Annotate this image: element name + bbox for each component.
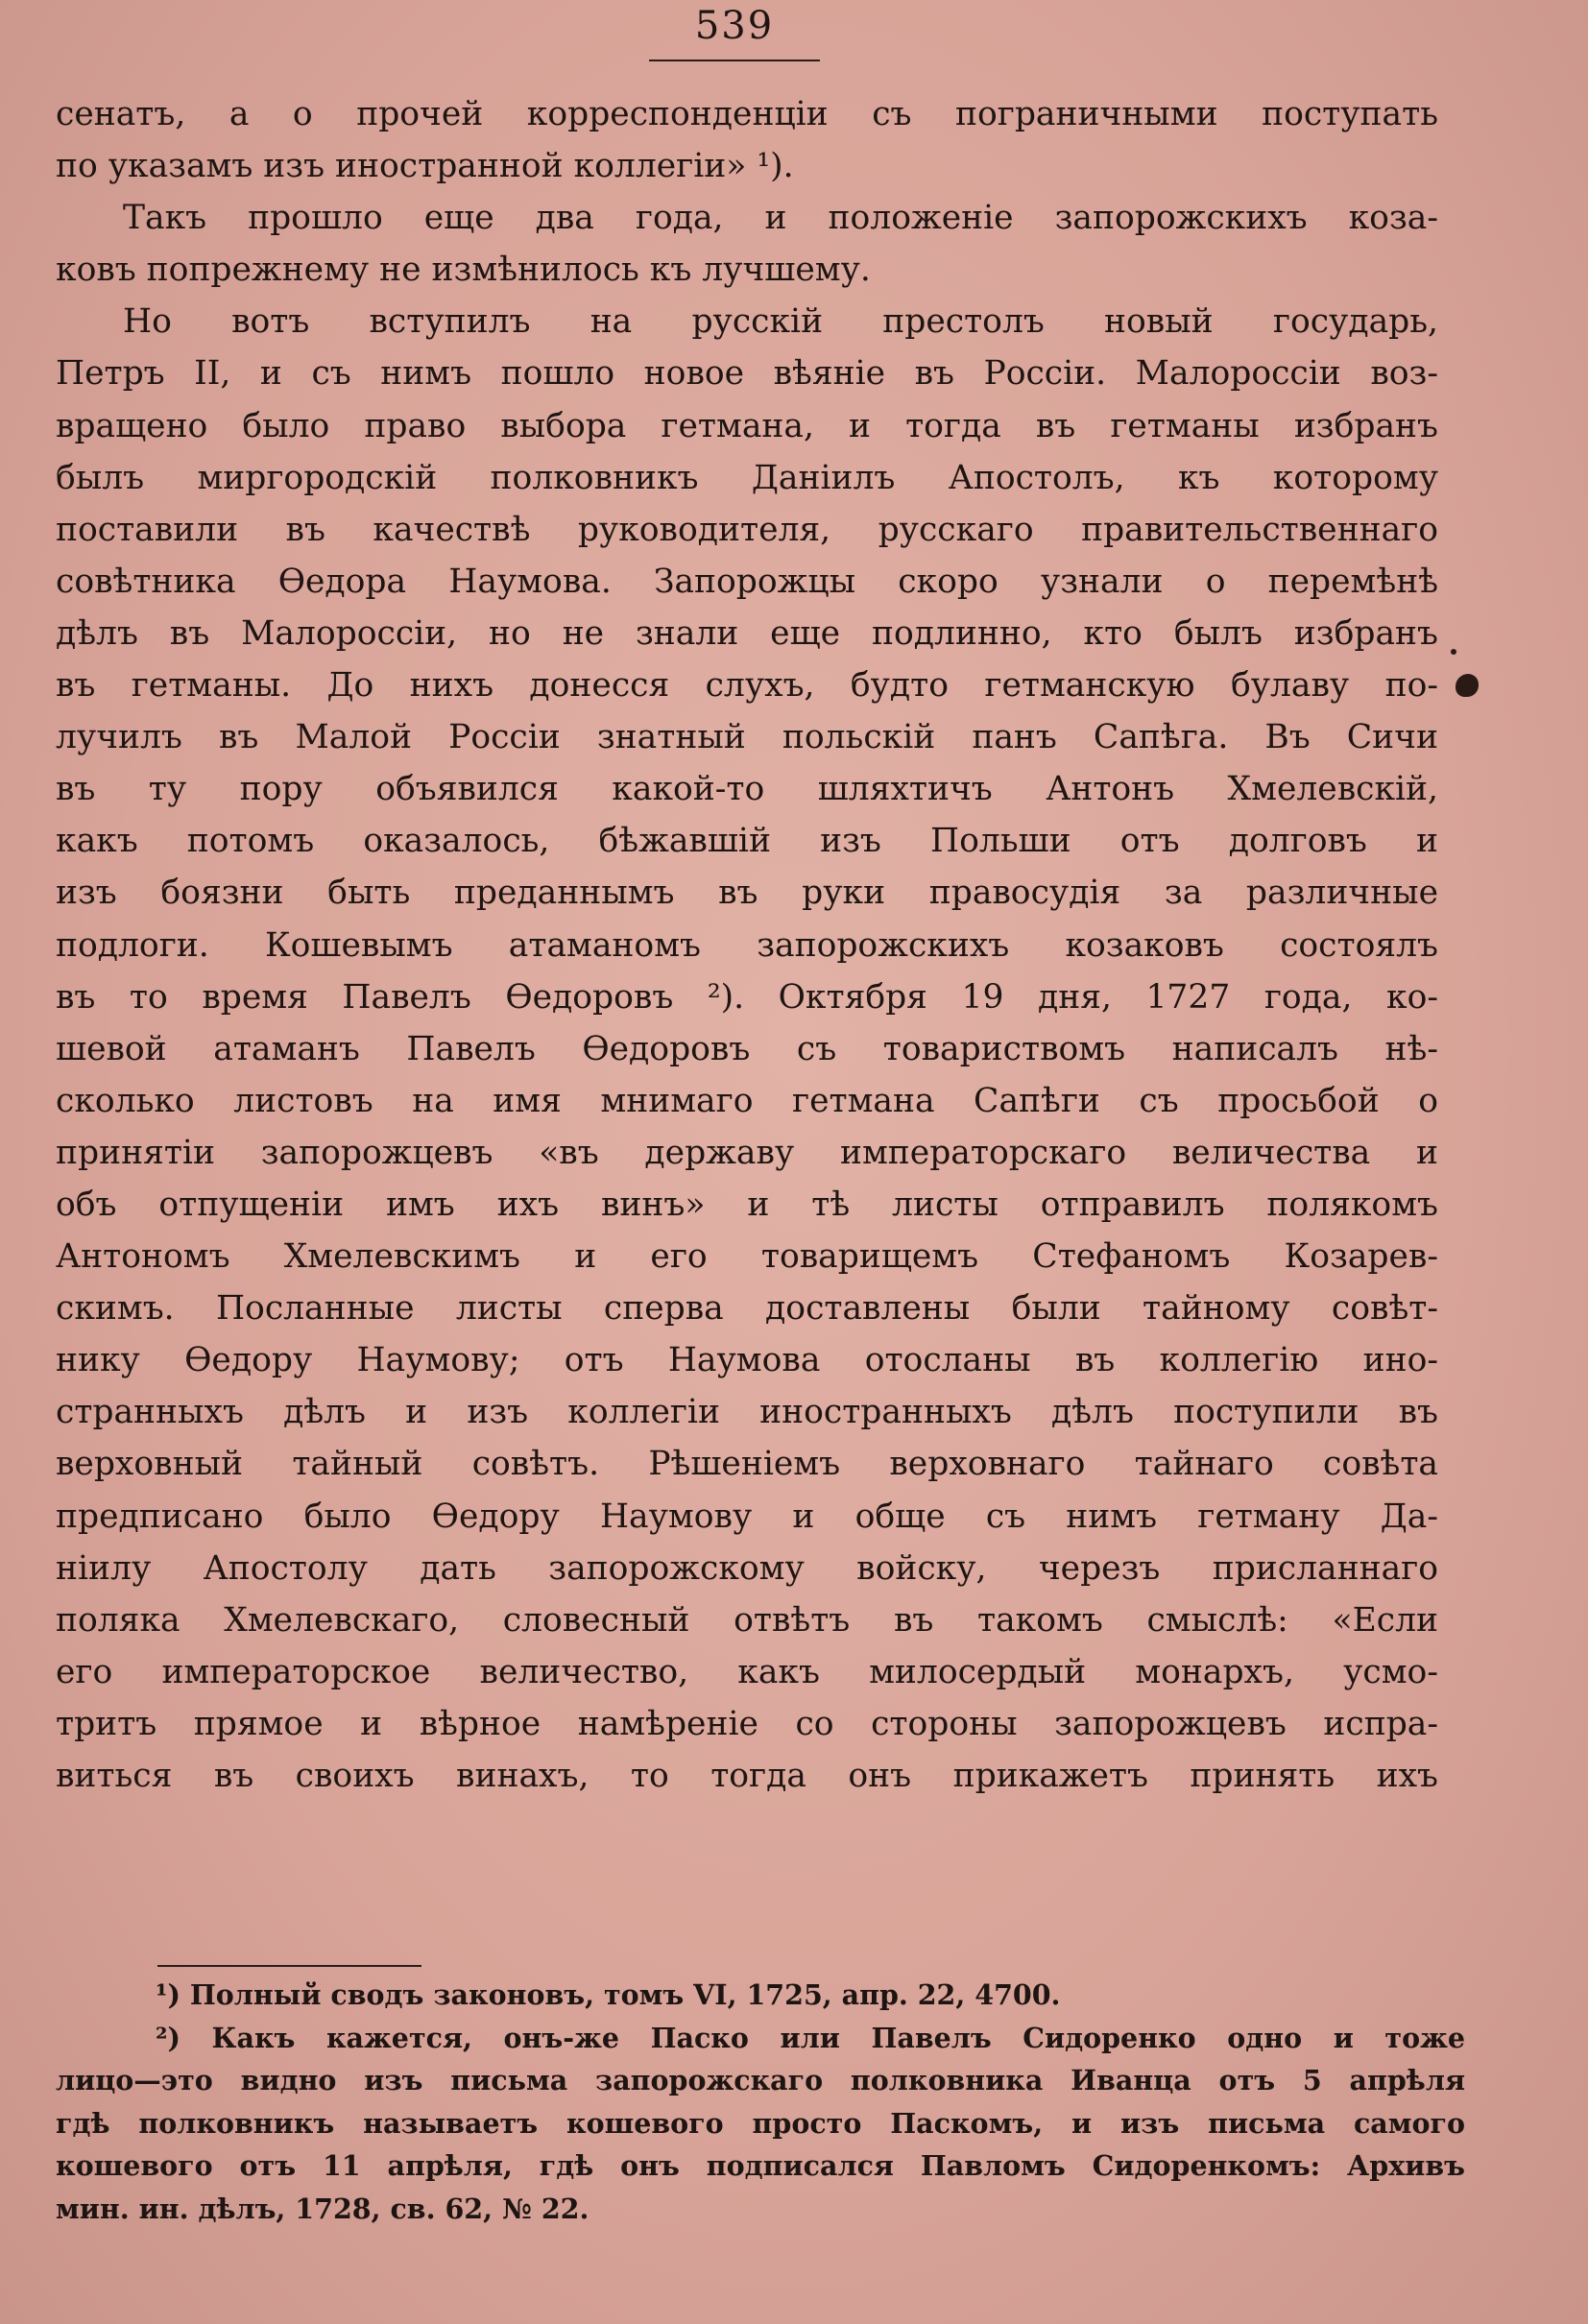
text-line: какъ потомъ оказалось, бѣжавшій изъ Польши отъ долговъ и [56,822,1438,861]
text-line: совѣтника Ѳедора Наумова. Запорожцы скоро узнали о перемѣнѣ [56,562,1438,601]
text-line: ніилу Апостолу дать запорожскому войску, черезъ присланнаго [56,1548,1438,1588]
page-number-rule [649,60,820,61]
ink-blot-mark [1456,674,1479,697]
text-line: виться въ своихъ винахъ, то тогда онъ прикажетъ принять ихъ [56,1757,1438,1795]
text-line: поляка Хмелевскаго, словесный отвѣтъ въ такомъ смыслѣ: «Если [56,1600,1438,1640]
footnote-rule [157,1965,421,1967]
footnotes [56,1974,1465,2231]
text-line: Такъ прошло еще два года, и положеніе запорожскихъ коза- [123,199,1438,238]
text-line: верховный тайный совѣтъ. Рѣшеніемъ верховнаго тайнаго совѣта [56,1445,1438,1484]
text-line: объ отпущеніи имъ ихъ винъ» и тѣ листы отправилъ полякомъ [56,1185,1438,1224]
text-line: въ то время Павелъ Ѳедоровъ ²). Октября 19 дня, 1727 года, ко- [56,977,1438,1017]
text-line: Петръ II, и съ нимъ пошло новое вѣяніе въ Россіи. Малороссіи воз- [56,354,1438,394]
text-line: былъ миргородскій полковникъ Даніилъ Апостолъ, къ которому [56,458,1438,497]
text-line: нику Ѳедору Наумову; отъ Наумова отосланы въ коллегію ино- [56,1341,1438,1380]
text-line: тритъ прямое и вѣрное намѣреніе со стороны запорожцевъ испра- [56,1704,1438,1743]
text-line: вращено было право выбора гетмана, и тогда въ гетманы избранъ [56,406,1438,445]
text-line: сенатъ, а о прочей корреспонденціи съ пограничными поступать [56,95,1438,133]
text-line: шевой атаманъ Павелъ Ѳедоровъ съ товариствомъ написалъ нѣ- [56,1029,1438,1068]
footnote-line: кошевого отъ 11 апрѣля, гдѣ онъ подписался Павломъ Сидоренкомъ: Архивъ [56,2149,1465,2183]
text-line: подлоги. Кошевымъ атаманомъ запорожскихъ козаковъ состоялъ [56,925,1438,965]
text-line: въ гетманы. До нихъ донесся слухъ, будто гетманскую булаву по- [56,666,1438,706]
page-number: 539 [694,4,775,48]
text-line: Антономъ Хмелевскимъ и его товарищемъ Стефаномъ Козарев- [56,1237,1438,1277]
footnote-line: ¹) Полный сводъ законовъ, томъ VI, 1725, апр. 22, 4700. [156,1978,1061,2011]
text-line: ковъ попрежнему не измѣнилось къ лучшему. [56,251,871,290]
text-line: дѣлъ въ Малороссіи, но не знали еще подлинно, кто былъ избранъ [56,613,1438,653]
footnote-line: лицо—это видно изъ письма запорожскаго полковника Иванца отъ 5 апрѣля [56,2064,1465,2097]
footnote-line: гдѣ полковникъ называетъ кошевого просто Паскомъ, и изъ письма самого [56,2106,1465,2140]
main-text [56,88,1438,1802]
text-line: предписано было Ѳедору Наумову и обще съ нимъ гетману Да- [56,1497,1438,1536]
ink-dot-mark [1451,649,1456,655]
text-line: поставили въ качествѣ руководителя, русскаго правительственнаго [56,510,1438,549]
text-line: странныхъ дѣлъ и изъ коллегіи иностранныхъ дѣлъ поступили въ [56,1393,1438,1432]
text-line: скимъ. Посланные листы сперва доставлены были тайному совѣт- [56,1289,1438,1329]
text-line: лучилъ въ Малой Россіи знатный польскій панъ Сапѣга. Въ Сичи [56,718,1438,757]
footnote-line: мин. ин. дѣлъ, 1728, св. 62, № 22. [56,2192,589,2225]
text-line: по указамъ изъ иностранной коллегіи» ¹). [56,147,794,186]
text-line: въ ту пору объявился какой-то шляхтичъ Антонъ Хмелевскій, [56,770,1438,809]
text-line: его императорское величество, какъ милосердый монархъ, усмо- [56,1652,1438,1691]
text-line: принятіи запорожцевъ «въ державу императорскаго величества и [56,1133,1438,1172]
text-line: сколько листовъ на имя мнимаго гетмана Сапѣги съ просьбой о [56,1081,1438,1120]
text-line: Но вотъ вступилъ на русскій престолъ новый государь, [123,302,1438,342]
text-line: изъ боязни быть преданнымъ въ руки правосудія за различные [56,874,1438,913]
footnote-line: ²) Какъ кажется, онъ-же Паско или Павелъ Сидоренко одно и тоже [156,2021,1465,2054]
